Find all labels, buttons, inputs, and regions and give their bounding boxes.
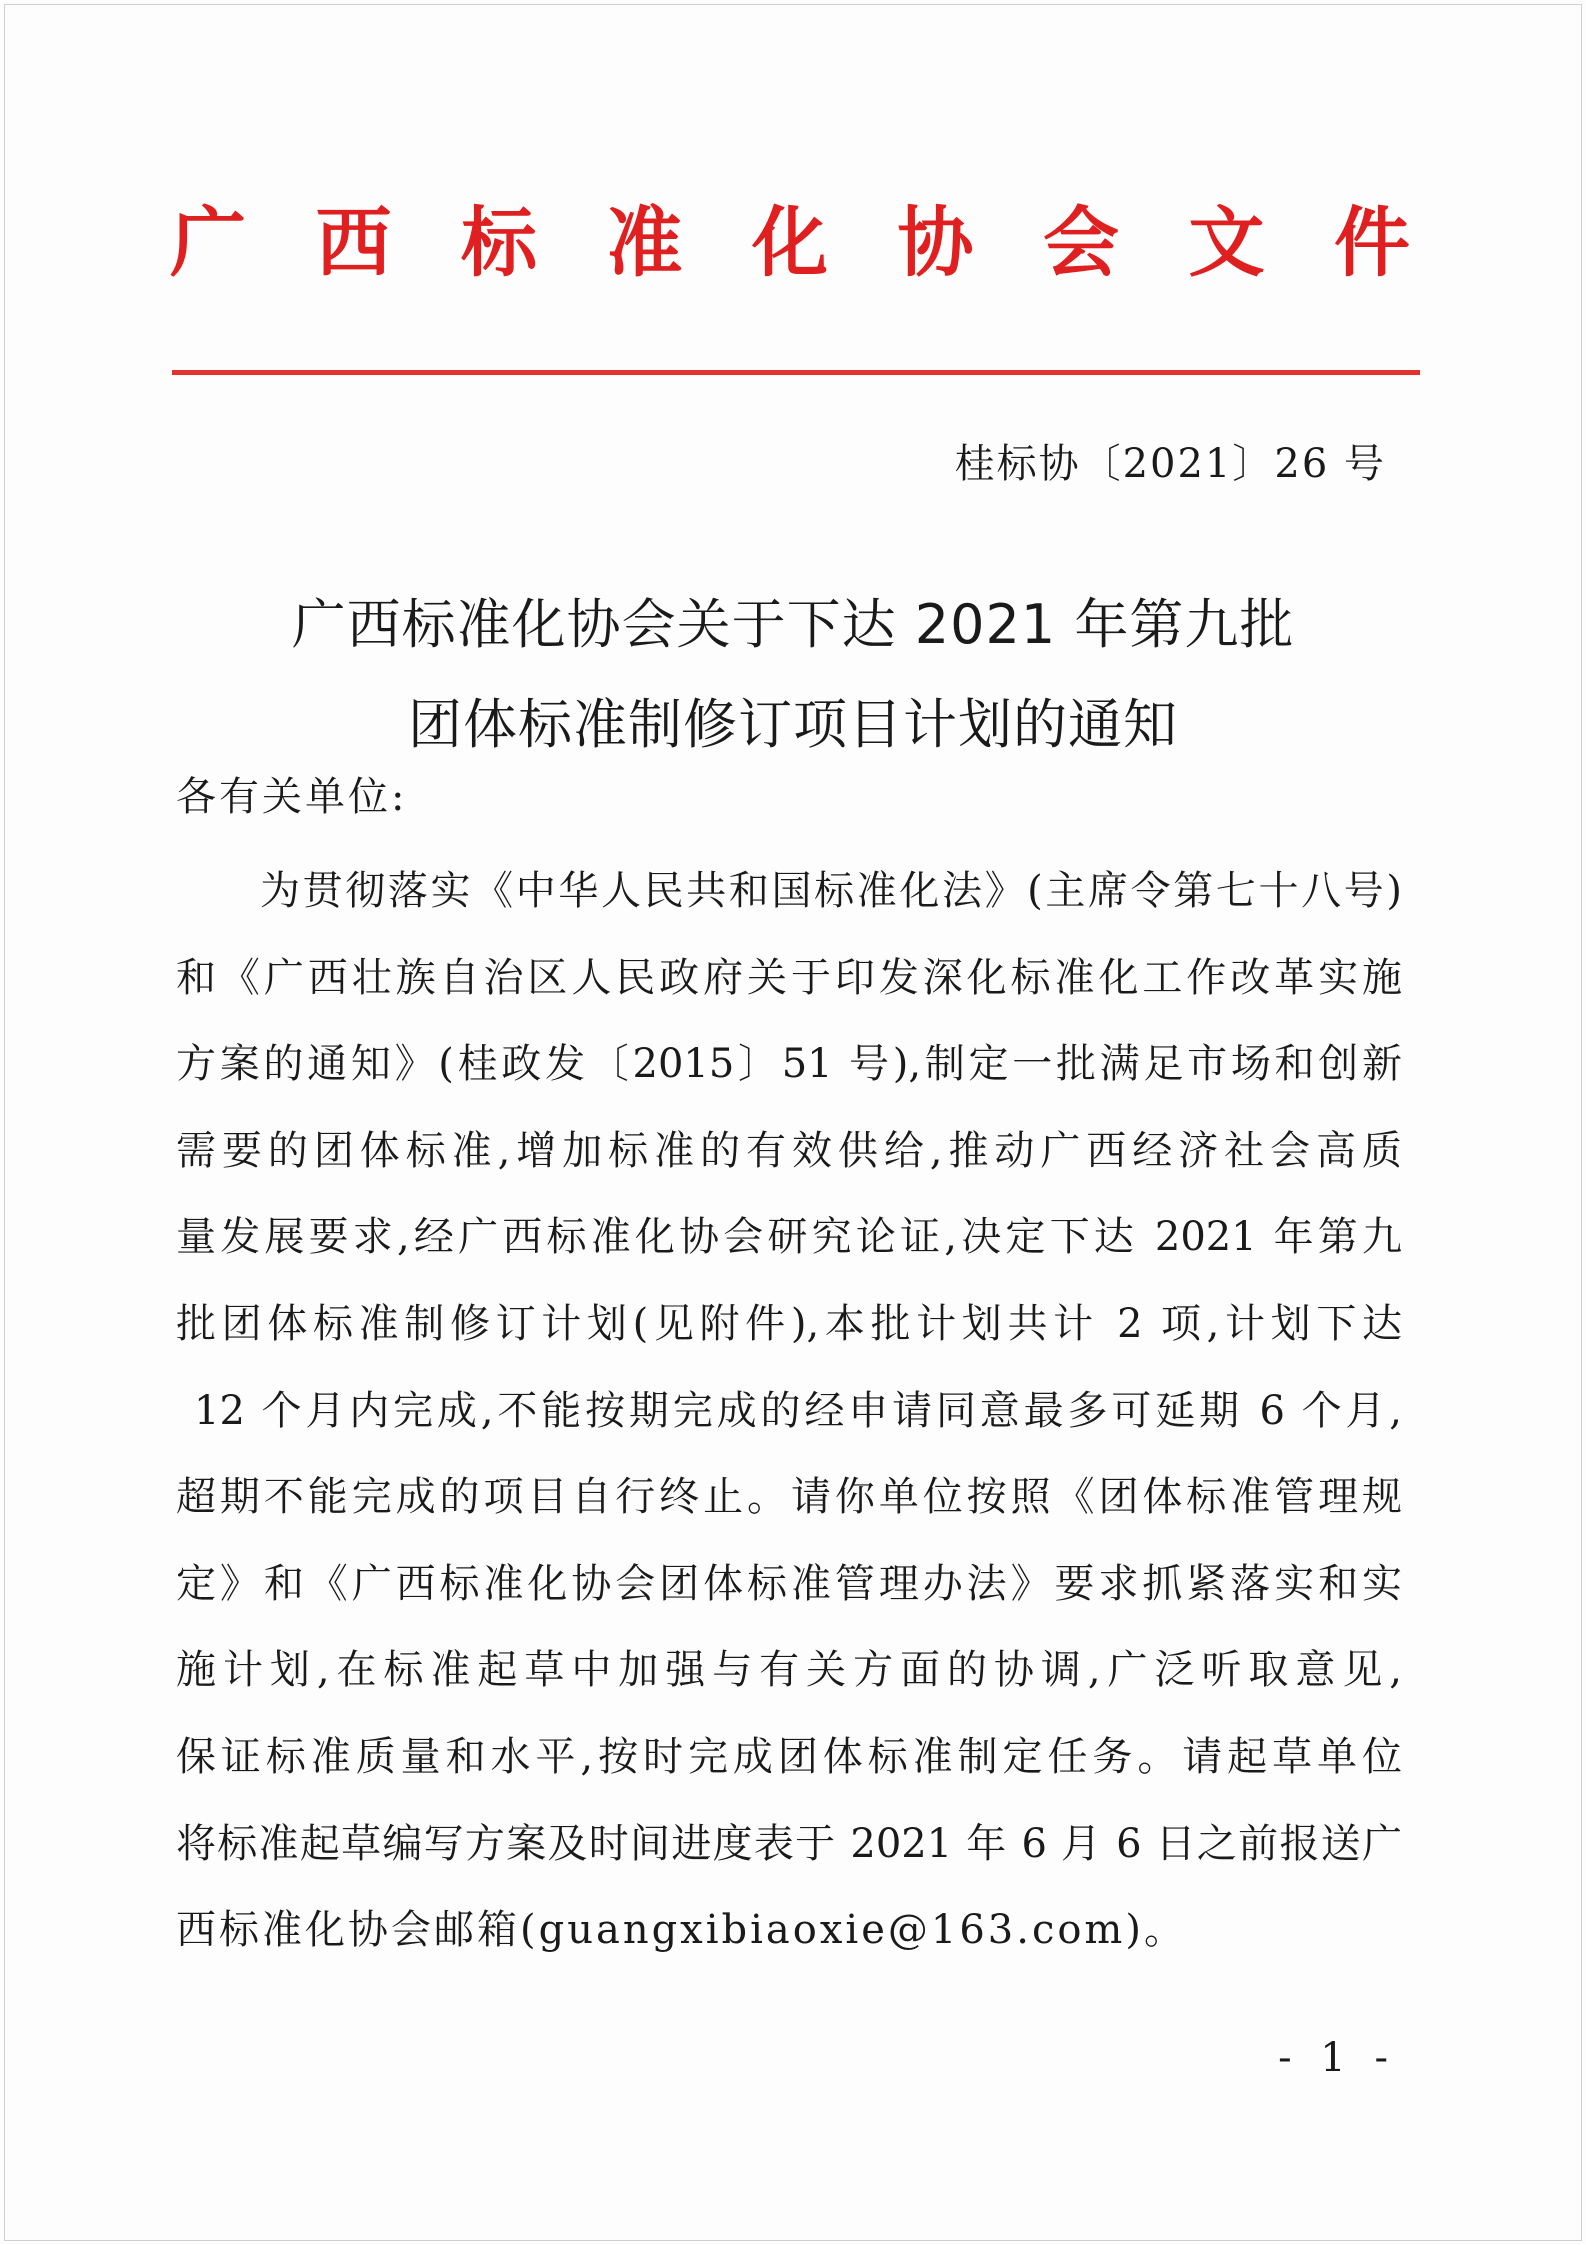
org-header-char: 准	[606, 198, 683, 287]
document-number: 桂标协〔2021〕26 号	[954, 441, 1386, 487]
org-header-char: 文	[1188, 198, 1265, 287]
org-header	[170, 198, 1410, 287]
org-header-char: 西	[315, 198, 392, 287]
body-line: 超期不能完成的项目自行终止。请你单位按照《团体标准管理规	[176, 1474, 1402, 1521]
org-header-char: 会	[1043, 198, 1119, 287]
body-line: 批团体标准制修订计划(见附件),本批计划共计 2 项,计划下达	[176, 1300, 1402, 1347]
body-line: 需要的团体标准,增加标准的有效供给,推动广西经济社会高质	[176, 1127, 1402, 1174]
salutation: 各有关单位:	[176, 774, 408, 820]
body-line: 定》和《广西标准化协会团体标准管理办法》要求抓紧落实和实	[176, 1560, 1402, 1607]
body-line: 将标准起草编写方案及时间进度表于 2021 年 6 月 6 日之前报送广	[176, 1820, 1402, 1867]
org-header-char: 标	[461, 198, 537, 287]
document-title	[160, 575, 1426, 775]
org-header-char: 件	[1334, 198, 1410, 287]
body-line: 保证标准质量和水平,按时完成团体标准制定任务。请起草单位	[176, 1733, 1402, 1780]
body-line: 方案的通知》(桂政发〔2015〕51 号),制定一批满足市场和创新	[176, 1041, 1402, 1088]
org-header-char: 化	[752, 198, 828, 287]
body-line: 施计划,在标准起草中加强与有关方面的协调,广泛听取意见,	[176, 1647, 1402, 1694]
page-number: - 1 -	[1278, 2035, 1396, 2081]
header-divider	[172, 370, 1420, 375]
body-paragraph	[176, 848, 1402, 1974]
org-header-char: 协	[897, 198, 974, 287]
title-line-1: 广西标准化协会关于下达 2021 年第九批	[291, 593, 1295, 656]
body-line: 量发展要求,经广西标准化协会研究论证,决定下达 2021 年第九	[176, 1214, 1402, 1261]
title-line-2: 团体标准制修订项目计划的通知	[408, 693, 1178, 756]
org-header-char: 广	[170, 198, 246, 287]
body-line: 和《广西壮族自治区人民政府关于印发深化标准化工作改革实施	[176, 954, 1402, 1001]
body-line: 西标准化协会邮箱(guangxibiaoxie@163.com)。	[176, 1907, 1187, 1954]
body-line: 为贯彻落实《中华人民共和国标准化法》(主席令第七十八号)	[260, 868, 1402, 914]
body-line: 12 个月内完成,不能按期完成的经申请同意最多可延期 6 个月,	[194, 1387, 1402, 1434]
